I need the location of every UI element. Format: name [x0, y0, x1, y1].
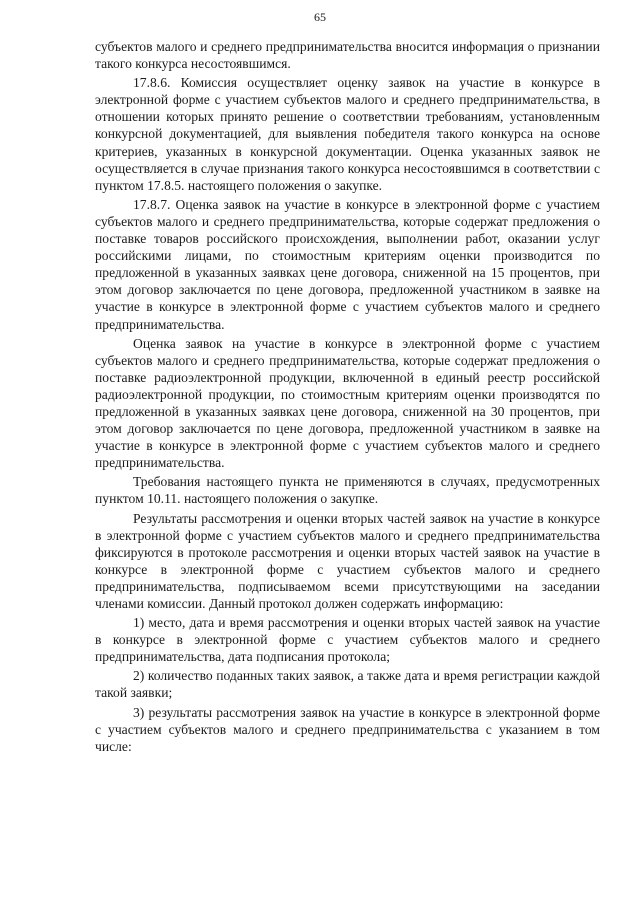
document-body: [95, 38, 600, 757]
paragraph-17-8-7: 17.8.7. Оценка заявок на участие в конкурсе в электронной форме с участием субъектов малого и среднего предпринимательства, которые содержат предложения о поставке товаров российского происхождения, выполнении работ, оказании услуг российскими лицами, по стоимостным критериям оценки производится по предложенной в указанных заявках цене договора, сниженной на 15 процентов, при этом договор заключается по цене договора, предложенной участником в заявке на участие в конкурсе в электронной форме с участием субъектов малого и среднего предпринимательства.: [95, 196, 600, 332]
paragraph-radioelectronic: Оценка заявок на участие в конкурсе в электронной форме с участием субъектов малого и среднего предпринимательства, которые содержат предложения о поставке радиоэлектронной продукции, включенной в единый реестр российской радиоэлектронной продукции, по стоимостным критериям оценки производятся по предложенной в указанных заявках цене договора, сниженной на 30 процентов, при этом договор заключается по цене договора, предложенной участником в заявке на участие в конкурсе в электронной форме с участием субъектов малого и среднего предпринимательства.: [95, 335, 600, 471]
paragraph-requirements: Требования настоящего пункта не применяются в случаях, предусмотренных пунктом 10.11. настоящего положения о закупке.: [95, 474, 600, 507]
paragraph-results: Результаты рассмотрения и оценки вторых частей заявок на участие в конкурсе в электронной форме с участием субъектов малого и среднего предпринимательства фиксируются в протоколе рассмотрения и оценки вторых частей заявок на участие в конкурсе в электронной форме с участием субъектов малого и среднего предпринимательства, подписываемом всеми присутствующими на заседании членами комиссии. Данный протокол должен содержать информацию:: [95, 510, 600, 611]
paragraph-17-8-6: 17.8.6. Комиссия осуществляет оценку заявок на участие в конкурсе в электронной форме с участием субъектов малого и среднего предпринимательства, в отношении которых принято решение о соответствии требованиям, установленным конкурсной документацией, для выявления победителя такого конкурса на основе критериев, указанных в конкурсной документации. Оценка указанных заявок не осуществляется в случае признания такого конкурса несостоявшимся в соответствии с пунктом 17.8.5. настоящего положения о закупке.: [95, 75, 600, 193]
list-item-1: 1) место, дата и время рассмотрения и оценки вторых частей заявок на участие в конкурсе в электронной форме с участием субъектов малого и среднего предпринимательства, дата подписания протокола;: [95, 615, 600, 665]
list-item-2: 2) количество поданных таких заявок, а также дата и время регистрации каждой такой заявки;: [95, 668, 600, 701]
page-number: 65: [314, 10, 326, 24]
paragraph-continuation: субъектов малого и среднего предпринимательства вносится информация о признании такого конкурса несостоявшимся.: [95, 39, 600, 72]
list-item-3: 3) результаты рассмотрения заявок на участие в конкурсе в электронной форме с участием субъектов малого и среднего предпринимательства с указанием в том числе:: [95, 704, 600, 754]
